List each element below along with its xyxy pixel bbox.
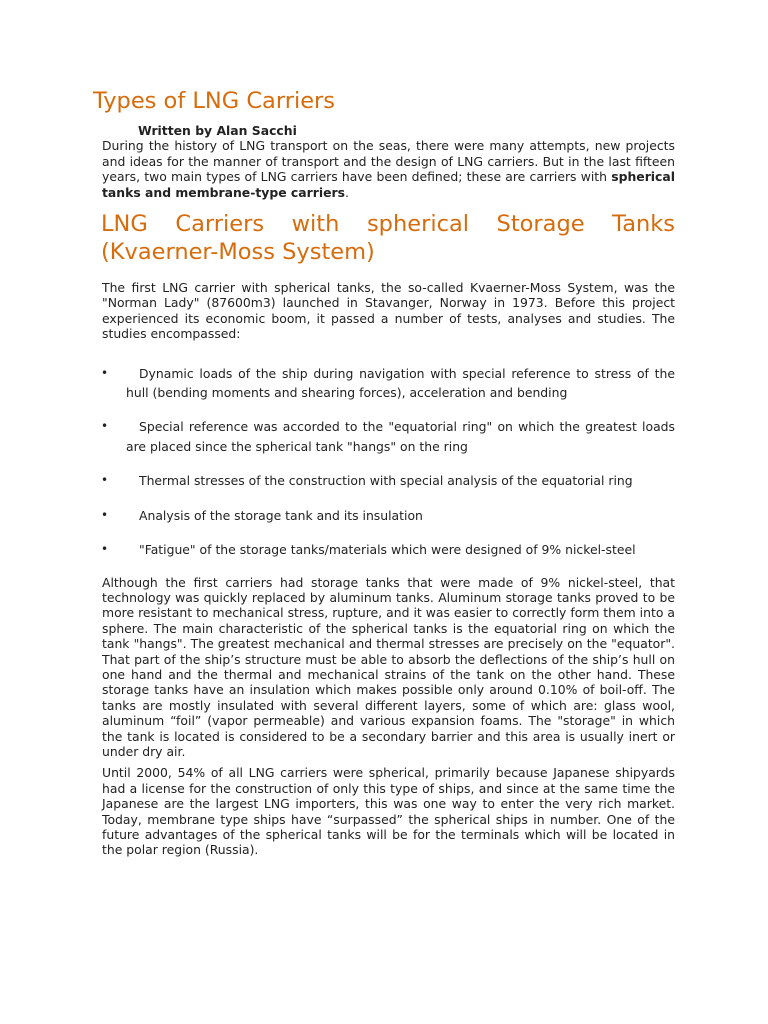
intro-end: . [345,184,349,200]
list-item [102,417,675,456]
document-title: Types of LNG Carriers [93,88,336,114]
bullet-icon: • [101,365,109,380]
first-paragraph: The first LNG carrier with spherical tanks, the so-called Kvaerner-Moss System, was the "Norman Lady" (87600m3) launched in Stavanger, Norway in 1973. Before this project experienced its economic boom, it passed a number of tests, analyses and studies. The studies encompassed: [102,280,675,342]
list-item-text: "Fatigue" of the storage tanks/materials which were designed of 9% nickel-steel [139,542,636,558]
bullet-icon: • [101,542,109,557]
list-item-text: Thermal stresses of the construction with special analysis of the equatorial ring [139,473,633,489]
studies-list [102,364,675,560]
body-paragraph-aluminum: Although the first carriers had storage tanks that were made of 9% nickel-steel, that technology was quickly replaced by aluminum tanks. Aluminum storage tanks proved to be more resistant to mechanical stress, rupture, and it was easier to correctly form them into a sphere. The main characteristic of the spherical tanks is the equatorial ring on which the tank "hangs". The greatest mechanical and thermal stresses are precisely on the "equator". That part of the ship’s structure must be able to absorb the deflections of the ship’s hull on one hand and the thermal and mechanical strains of the tank on the other hand. These storage tanks have an insulation which makes possible only around 0.10% of boil-off. The tanks are mostly insulated with several different layers, some of which are: glass wool, aluminum “foil” (vapor permeable) and various expansion foams. The "storage" in which the tank is located is considered to be a secondary barrier and this area is usually inert or under dry air. [102,574,675,759]
intro-bold-text: spherical tanks and membrane-type carriers [102,169,675,200]
list-item-text: Special reference was accorded to the "equatorial ring" on which the greatest loads are placed since the spherical tank "hangs" on the ring [126,419,675,454]
list-item [102,471,675,490]
list-item [102,540,675,559]
intro-paragraph [102,138,675,200]
list-item-text: Analysis of the storage tank and its insulation [139,507,423,523]
author-line: Written by Alan Sacchi [138,123,297,138]
document-page [93,86,675,858]
list-item [102,364,675,403]
section-heading: LNG Carriers with spherical Storage Tanks (Kvaerner-Moss System) [101,211,675,266]
bullet-icon: • [101,419,109,434]
intro-text: During the history of LNG transport on the seas, there were many attempts, new projects and ideas for the manner of transport and the design of LNG carriers. But in the last fifteen years, two main types of LNG carriers have been defined; these are carriers with [102,138,675,185]
bullet-icon: • [101,473,109,488]
list-item-text: Dynamic loads of the ship during navigation with special reference to stress of the hull (bending moments and shearing forces), acceleration and bending [126,365,675,401]
bullet-icon: • [101,507,109,522]
list-item [102,506,675,525]
body-paragraph-history: Until 2000, 54% of all LNG carriers were spherical, primarily because Japanese shipyards had a license for the construction of only this type of ships, and since at the same time the Japanese are the largest LNG importers, this was one way to enter the very rich market. Today, membrane type ships have “surpassed” the spherical ships in number. One of the future advantages of the spherical tanks will be for the terminals which will be located in the polar region (Russia). [102,765,675,858]
